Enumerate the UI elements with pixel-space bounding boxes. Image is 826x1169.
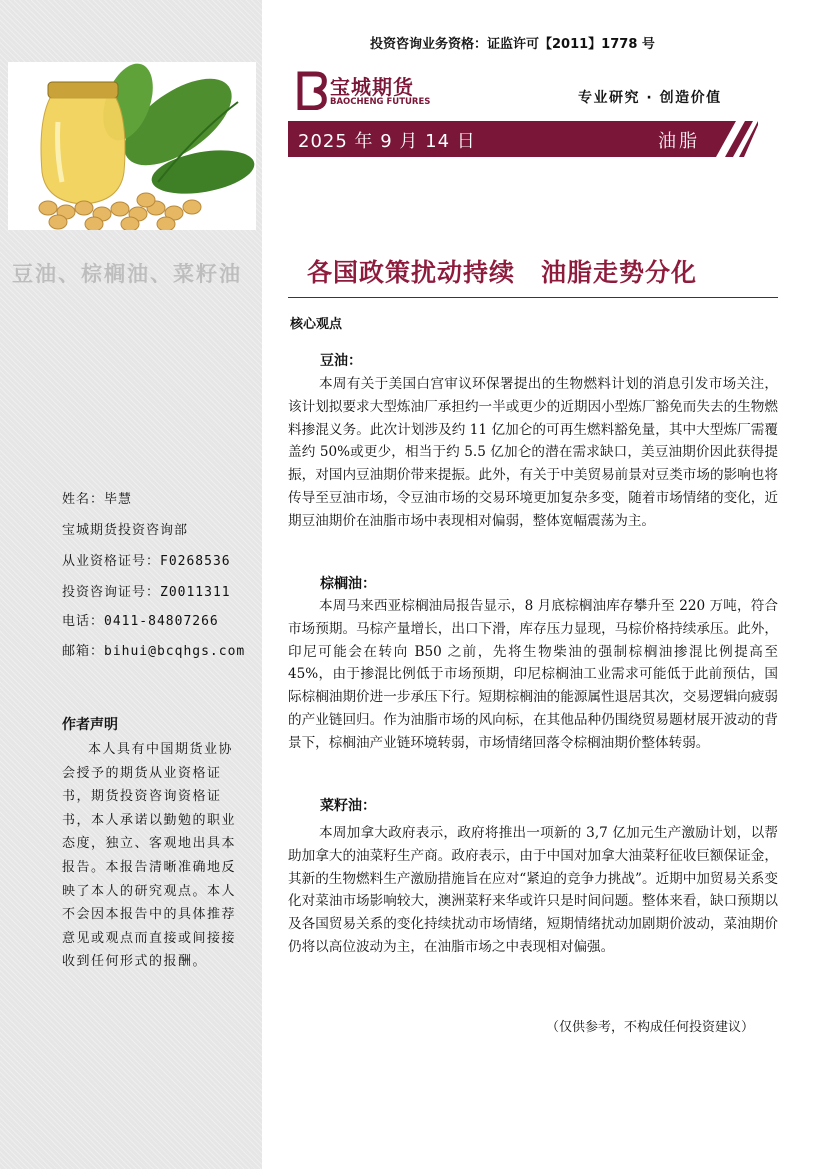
- report-date: 2025 年 9 月 14 日: [298, 131, 476, 152]
- logo-text-cn: 宝城期货: [330, 75, 414, 99]
- disclaimer-body: 本人具有中国期货业协会授予的期货从业资格证书，期货投资咨询资格证书，本人承诺以勤勉的职业态度，独立、客观地出具本报告。本报告清晰准确地反映了本人的研究观点。本人不会因本报告中的具体推荐意见或观点而直接或间接接收到任何形式的报酬。: [62, 742, 237, 970]
- soybean-oil-heading: 豆油：: [320, 353, 362, 369]
- author-name: 姓名：毕慧: [62, 492, 133, 507]
- report-category: 油脂: [658, 131, 700, 152]
- core-views-heading: 核心观点: [290, 317, 343, 332]
- rapeseed-oil-body: 本周加拿大政府表示，政府将推出一项新的 3,7 亿加元生产激励计划，以帮助加拿大的油菜籽生产商。政府表示，由于中国对加拿大油菜籽征收巨额保证金，其新的生物燃料生产激励措施旨在应对“紧迫的竞争力挑战”。近期中加贸易关系变化对菜油市场影响较大，澳洲菜籽来华或许只是时间问题。整体来看，缺口预期以及各国贸易关系的变化持续扰动市场情绪，短期情绪扰动加剧期价波动，菜油期价仍将以高位波动为主，在油脂市场之中表现相对偏强。: [288, 825, 778, 955]
- phone: 电话：0411-84807266: [62, 614, 219, 629]
- author-dept: 宝城期货投资咨询部: [62, 523, 189, 538]
- palm-oil-heading: 棕榈油：: [320, 576, 376, 592]
- page-title: 各国政策扰动持续 油脂走势分化: [307, 258, 698, 287]
- email: 邮箱：bihui@bcqhgs.com: [62, 644, 246, 659]
- title-divider: [288, 297, 778, 298]
- disclaimer-heading: 作者声明: [62, 717, 118, 733]
- slogan: 专业研究 · 创造价值: [578, 90, 722, 106]
- license-line: 投资咨询业务资格：证监许可【2011】1778 号: [370, 37, 655, 52]
- soybean-oil-photo: [8, 62, 256, 230]
- advisory-license: 投资咨询证号：Z0011311: [62, 585, 231, 600]
- logo-text-en: BAOCHENG FUTURES: [330, 97, 431, 107]
- logo-mark-icon: [296, 70, 330, 110]
- sidebar-title: 豆油、棕榈油、菜籽油: [12, 262, 242, 286]
- practice-license: 从业资格证号：F0268536: [62, 554, 231, 569]
- closing-note: （仅供参考，不构成任何投资建议）: [546, 1020, 755, 1035]
- rapeseed-oil-heading: 菜籽油：: [320, 798, 376, 814]
- soybean-oil-body: 本周有关于美国白宫审议环保署提出的生物燃料计划的消息引发市场关注，该计划拟要求大型炼油厂承担约一半或更少的近期因小型炼厂豁免而失去的生物燃料掺混义务。此次计划涉及约 11 亿加仑的可再生燃料豁免量，其中大型炼厂需覆盖约 50%或更少，相当于约 5.5 亿加仑的潜在需求缺口，美豆油期价因此获得提振，对国内豆油期价带来提振。此外，有关于中美贸易前景对豆类市场的影响也将传导至豆油市场，令豆油市场的交易环境更加复杂多变，随着市场情绪的变化，近期豆油期价在油脂市场中表现相对偏弱，整体宽幅震荡为主。: [288, 376, 778, 529]
- palm-oil-body: 本周马来西亚棕榈油局报告显示，8 月底棕榈油库存攀升至 220 万吨，符合市场预期。马棕产量增长，出口下滑，库存压力显现，马棕价格持续承压。此外，印尼可能会在转向 B50 之前，先将生物柴油的强制棕榈油掺混比例提高至 45%，由于掺混比例低于市场预期，印尼棕榈油工业需求可能低于此前预估，国际棕榈油期价进一步承压下行。短期棕榈油的能源属性退居其次，交易逻辑向疲弱的产业链回归。作为油脂市场的风向标，在其他品种仍围绕贸易题材展开波动的背景下，棕榈油产业链环境转弱，市场情绪回落令棕榈油期价整体转弱。: [288, 598, 778, 751]
